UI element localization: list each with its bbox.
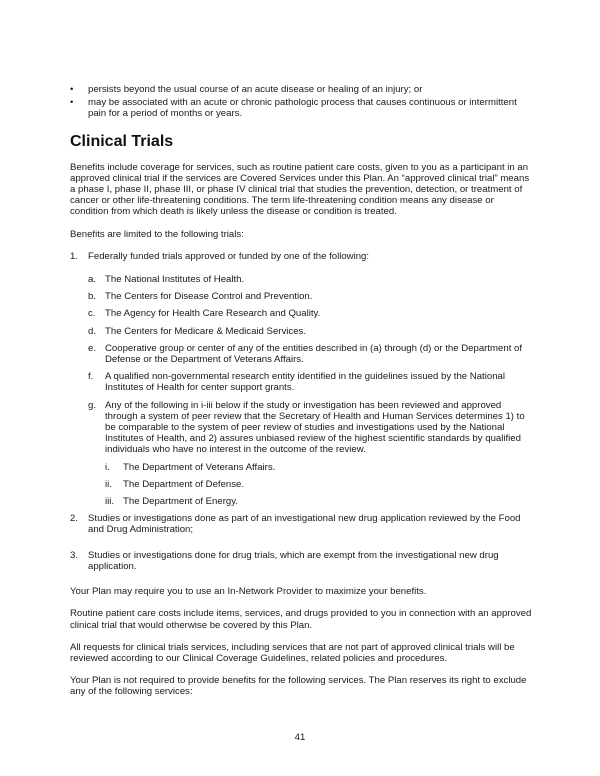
sublist-item-c <box>70 308 532 319</box>
sublist-text: A qualified non-governmental research entity identified in the guidelines issued by the National Institutes of Health for center support grants. <box>105 371 505 394</box>
sublist-letter: f. <box>88 371 94 383</box>
sublist-text: The National Institutes of Health. <box>105 274 245 286</box>
list-text: Studies or investigations done for drug trials, which are exempt from the investigational new drug application. <box>88 549 499 572</box>
list-item-2 <box>70 513 532 535</box>
section-heading: Clinical Trials <box>70 132 174 150</box>
list-number: 3. <box>70 549 79 561</box>
document-page <box>70 84 532 709</box>
subsublist-item-iii <box>70 496 532 507</box>
sublist-letter: b. <box>88 291 97 303</box>
sublist-letter: g. <box>88 399 97 411</box>
list-number: 2. <box>70 513 79 525</box>
sublist-letter: d. <box>88 325 97 337</box>
bullet-item: • persists beyond the usual course of an acute disease or healing of an injury; or <box>70 84 532 95</box>
sublist-item-f <box>70 371 532 393</box>
list-number: 1. <box>70 250 79 262</box>
body-paragraph: All requests for clinical trials services, including services that are not part of approved clinical trials will be reviewed according to our Clinical Coverage Guidelines, related policies and procedures. <box>70 641 515 664</box>
sublist-text: Any of the following in i-iii below if the study or investigation has been reviewed and approved through a system of peer review that the Secretary of Health and Human Services determines 1) to be comparable to the system of peer review of studies and investigations used by the National Institutes of Health, and 2) assures unbiased review of the highest scientific standards by qualified individuals who have no interest in the outcome of the review. <box>105 399 525 456</box>
list-item-1 <box>70 251 532 262</box>
body-paragraph: Your Plan is not required to provide benefits for the following services. The Plan reserves its right to exclude any of the following services: <box>70 675 527 698</box>
sublist-letter: e. <box>88 342 97 354</box>
page-number: 41 <box>294 732 306 743</box>
sublist-text: The Centers for Medicare & Medicaid Services. <box>105 325 307 337</box>
sublist-letter: c. <box>88 308 96 320</box>
subsublist-numeral: i. <box>105 461 110 473</box>
limited-intro-paragraph: Benefits are limited to the following trials: <box>70 228 244 240</box>
sublist-letter: a. <box>88 274 97 286</box>
sublist-text: The Centers for Disease Control and Prevention. <box>105 291 313 303</box>
sublist-text: The Agency for Health Care Research and Quality. <box>105 308 321 320</box>
list-text: Studies or investigations done as part of an investigational new drug application reviewed by the Food and Drug Administration; <box>88 513 521 536</box>
subsublist-item-i <box>70 462 532 473</box>
subsublist-text: The Department of Veterans Affairs. <box>123 461 276 473</box>
list-item-3 <box>70 550 532 572</box>
sublist-item-d <box>70 326 532 337</box>
bullet-item: • may be associated with an acute or chronic pathologic process that causes continuous or intermittent pain for a period of months or years. <box>70 97 532 119</box>
list-text: Federally funded trials approved or funded by one of the following: <box>88 250 370 262</box>
sublist-item-a <box>70 274 532 285</box>
sublist-text: Cooperative group or center of any of the entities described in (a) through (d) or the Department of Defense or the Department of Veterans Affairs. <box>105 342 523 366</box>
subsublist-item-ii <box>70 479 532 490</box>
bullet-list <box>70 84 532 120</box>
sublist-item-b <box>70 291 532 302</box>
subsublist-numeral: ii. <box>105 478 112 490</box>
subsublist-text: The Department of Energy. <box>123 496 239 508</box>
subsublist-text: The Department of Defense. <box>123 478 245 490</box>
intro-paragraph: Benefits include coverage for services, such as routine patient care costs, given to you as a participant in an approved clinical trial if the services are Covered Services under this Plan. An “approved clinical trial” means a phase I, phase II, phase III, or phase IV clinical trial that studies the prevention, detection, or treatment of cancer or other life-threatening conditions. The term life-threatening condition means any disease or condition from which death is likely unless the disease or condition is treated. <box>70 161 530 218</box>
subsublist-numeral: iii. <box>105 496 115 508</box>
sublist-item-g <box>70 400 532 456</box>
sublist-item-e <box>70 343 532 365</box>
body-paragraph: Your Plan may require you to use an In-Network Provider to maximize your benefits. <box>70 586 427 598</box>
body-paragraph: Routine patient care costs include items, services, and drugs provided to you in connection with an approved clinical trial that would otherwise be covered by this Plan. <box>70 608 532 631</box>
sublist <box>70 274 532 507</box>
